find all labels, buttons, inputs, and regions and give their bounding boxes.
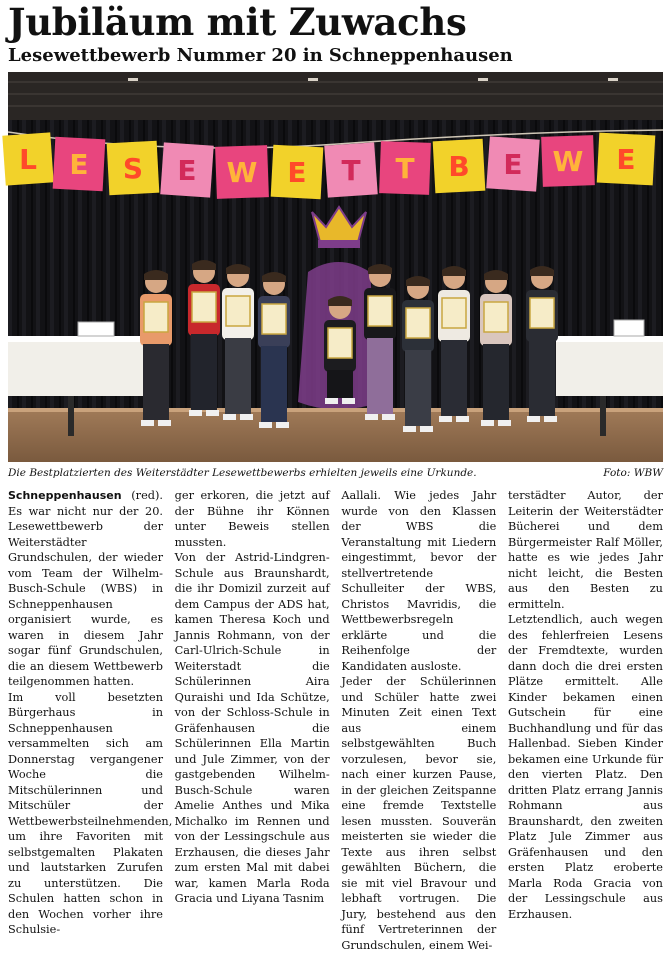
certificate (226, 296, 250, 326)
child-legs (327, 370, 353, 398)
child-legs (143, 344, 169, 420)
svg-text:E: E (616, 143, 636, 176)
certificate (442, 298, 466, 328)
svg-text:T: T (341, 154, 361, 187)
child-legs (225, 338, 251, 414)
certificate (328, 328, 352, 358)
article-body (8, 488, 663, 952)
child-legs (191, 334, 217, 410)
svg-text:E: E (69, 148, 89, 181)
child-shoe (403, 426, 416, 432)
ceiling (8, 72, 663, 120)
body-column-2 (174, 488, 330, 905)
svg-text:E: E (287, 156, 307, 189)
child-legs (367, 338, 393, 414)
paragraph: Letztendlich, auch wegen des fehlerfreien Lesens der Fremdtexte, wurden dann doch die drei ersten Plätze ermittelt. Alle Kinder bekamen einen Gutschein für eine Buchhandlung und für das Hallenbad. Sieben Kinder bekamen eine Urkunde für den vierten Platz. Den dritten Platz errang Jannis Rohmann aus Braunshardt, den zweiten Platz Jule Zimmer aus Gräfenhausen und den ersten Platz eroberte Marla Roda Gracia von der Lessingschule aus Erzhausen. (507, 613, 663, 921)
svg-text:E: E (503, 148, 523, 181)
paragraph: Von der Astrid-Lindgren-Schule aus Braunshardt, die ihr Domizil zurzeit auf dem Campus der ADS hat, kamen Theresa Koch und Jannis Rohmann, von der Carl-Ulrich-Schule in Weiterstadt die Schülerinnen Aira Quraishi und Ida Schütze, von der Schloss-Schule in Gräfenhausen die Schülerinnen Ella Martin und Jule Zimmer, von der gastgebenden Wilhelm-Busch-Schule waren Amelie Anthes und Mika Michalko im Rennen und von der Lessingschule aus Erzhausen, die dieses Jahr zum ersten Mal mit dabei war, kamen Marla Roda Gracia und Liyana Tasnim (174, 551, 330, 905)
certificate (144, 302, 168, 332)
certificate (484, 302, 508, 332)
child-shoe (544, 416, 557, 422)
certificate (192, 292, 216, 322)
child-shoe (365, 414, 378, 420)
child-shoe (498, 420, 511, 426)
article-headline: Jubiläum mit Zuwachs (8, 0, 467, 44)
body-column-4 (507, 488, 663, 921)
child-shoe (527, 416, 540, 422)
child-legs (441, 340, 467, 416)
child-shoe (325, 398, 338, 404)
certificate (530, 298, 554, 328)
child-shoe (259, 422, 272, 428)
child-shoe (189, 410, 202, 416)
body-column-3 (341, 488, 497, 952)
child-shoe (141, 420, 154, 426)
child-legs (529, 340, 555, 416)
child-shoe (382, 414, 395, 420)
svg-text:E: E (177, 154, 197, 187)
paragraph: Aallali. Wie jedes Jahr wurde von den Klassen der WBS die Veranstaltung mit Liedern eingestimmt, bevor der stellvertretende Schulleiter der WBS, Christos Mavridis, die Wettbewerbsregeln erklärte und die Reihenfolge der Kandidaten ausloste. (341, 489, 497, 673)
photo-caption (8, 465, 663, 481)
child-legs (405, 350, 431, 426)
dateline: Schneppenhausen (8, 489, 122, 502)
paragraph: Jeder der Schülerinnen und Schüler hatte zwei Minuten Zeit einen Text aus einem selbstgewählten Buch vorzulesen, bevor sie, nach einer kurzen Pause, in der gleichen Zeitspanne eine fremde Textstelle lesen mussten. Souverän meisterten sie wieder die Texte aus ihren selbst gewählten Büchern, die sie mit viel Bravour und lebhaft vortrugen. Die Jury, bestehend aus den fünf Vertreterinnen der Grundschulen, einem Wei- (341, 675, 497, 952)
article-photo (8, 72, 663, 462)
stage-floor (8, 410, 663, 462)
lead-text: (red). Es war nicht nur der 20. Lesewettbewerb der Weiterstädter Grundschulen, der wieder vom Team der Wilhelm-Busch-Schule (WBS) in Schneppenhausen organisiert wurde, es waren in diesem Jahr sogar fünf Grundschulen, die an diesem Wettbewerb teilgenommen hatten. (8, 489, 163, 688)
child-legs (261, 346, 287, 422)
child-shoe (456, 416, 469, 422)
child-shoe (206, 410, 219, 416)
body-column-1 (8, 488, 173, 936)
child-shoe (481, 420, 494, 426)
child-legs (483, 344, 509, 420)
child-shoe (276, 422, 289, 428)
photo-credit: Foto: WBW (603, 467, 663, 479)
svg-text:B: B (448, 150, 470, 183)
paragraph: Im voll besetzten Bürgerhaus in Schneppenhausen versammelten sich am Donnerstag vergangener Woche die Mitschülerinnen und Mitschüler der Wettbewerbsteilnehmenden, um ihre Favoriten mit selbstgemalten Plakaten und lautstarken Zurufen zu unterstützen. Die Schulen hatten schon in den Wochen vorher ihre Schulsie- (8, 690, 173, 936)
paragraph: terstädter Autor, der Leiterin der Weiterstädter Bücherei und dem Bürgermeister Ralf Möller, hatte es wie jedes Jahr nicht leicht, die Besten aus den Besten zu ermitteln. (507, 489, 663, 611)
svg-text:T: T (395, 152, 415, 185)
child-shoe (420, 426, 433, 432)
paragraph: ger erkoren, die jetzt auf der Bühne ihr Können unter Beweis stellen mussten. (174, 489, 330, 549)
child-shoe (439, 416, 452, 422)
svg-text:S: S (122, 152, 144, 185)
certificate (406, 308, 430, 338)
child-shoe (342, 398, 355, 404)
paragraph (8, 488, 163, 690)
svg-text:W: W (552, 145, 584, 178)
svg-text:L: L (19, 143, 37, 176)
child-shoe (158, 420, 171, 426)
certificate (368, 296, 392, 326)
certificate (262, 304, 286, 334)
article-subheadline: Lesewettbewerb Nummer 20 in Schneppenhausen (8, 45, 513, 66)
svg-text:W: W (226, 156, 258, 189)
caption-text: Die Bestplatzierten des Weiterstädter Lesewettbewerbs erhielten jeweils eine Urkunde. (8, 467, 477, 479)
child-shoe (223, 414, 236, 420)
child-shoe (240, 414, 253, 420)
